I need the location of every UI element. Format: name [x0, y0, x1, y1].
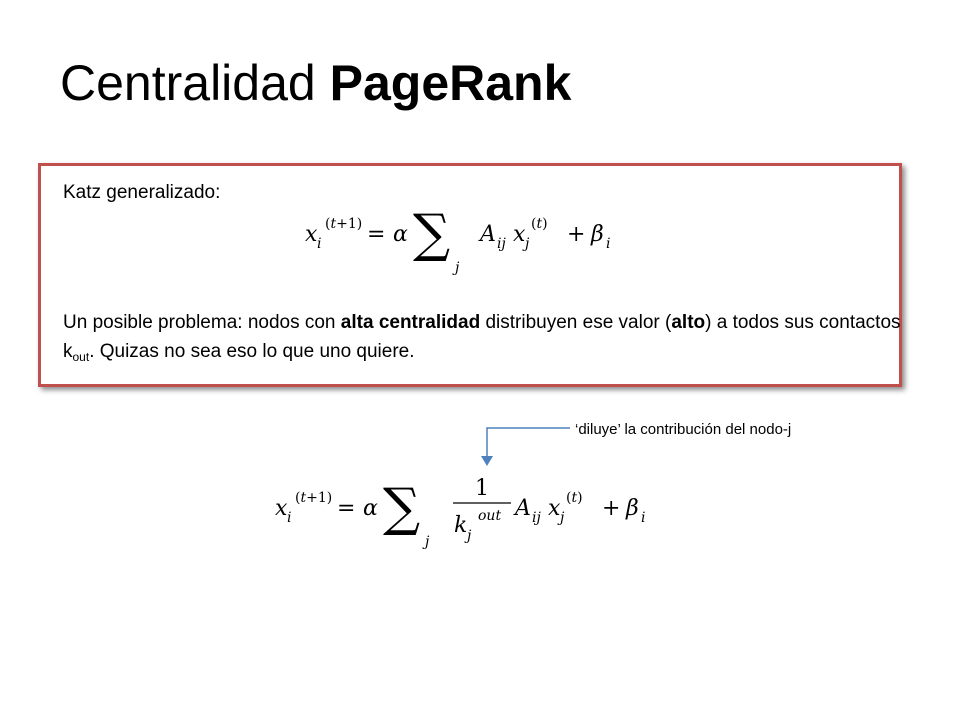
svg-text:A: A [480, 222, 496, 247]
svg-text:+: + [602, 496, 621, 521]
problem-bold-2: alto [671, 312, 706, 333]
svg-text:∑: ∑ [383, 478, 421, 538]
svg-text:j: j [467, 528, 472, 544]
svg-text:x: x [513, 222, 526, 247]
problem-text-3: ) a todos sus contactos k [63, 312, 901, 362]
svg-text:(t+1): (t+1) [295, 490, 333, 506]
svg-text:i: i [606, 236, 611, 252]
svg-text:A: A [515, 496, 531, 521]
svg-text:i: i [317, 236, 322, 252]
svg-text:∑: ∑ [413, 204, 451, 264]
svg-text:j: j [560, 510, 565, 526]
svg-text:ij: ij [497, 236, 506, 252]
svg-text:(t+1): (t+1) [325, 216, 363, 232]
svg-text:=: = [367, 222, 386, 247]
dilution-note: ‘diluye’ la contribución del nodo-j [575, 421, 792, 438]
pagerank-equation [275, 470, 675, 560]
svg-text:=: = [337, 496, 356, 521]
svg-text:x: x [305, 222, 318, 247]
svg-text:out: out [478, 508, 502, 524]
svg-text:i: i [287, 510, 292, 526]
problem-subscript: out [72, 350, 90, 364]
svg-text:β: β [591, 222, 604, 247]
problem-text-4: . Quizas no sea eso lo que uno quiere. [89, 341, 415, 362]
svg-text:k: k [454, 513, 468, 538]
svg-text:1: 1 [475, 476, 489, 501]
svg-text:α: α [363, 496, 378, 521]
svg-text:j: j [425, 534, 430, 550]
svg-text:j: j [455, 260, 460, 276]
problem-bold-1: alta centralidad [340, 312, 481, 333]
svg-text:j: j [525, 236, 530, 252]
svg-text:ij: ij [532, 510, 541, 526]
svg-text:β: β [626, 496, 639, 521]
problem-text-2: distribuyen ese valor ( [480, 312, 672, 333]
svg-text:(t): (t) [531, 216, 548, 232]
svg-text:+: + [567, 222, 586, 247]
title-plain: Centralidad [60, 55, 316, 111]
svg-text:i: i [641, 510, 646, 526]
problem-text-1: Un posible problema: nodos con [63, 312, 341, 333]
svg-text:α: α [393, 222, 408, 247]
svg-text:(t): (t) [566, 490, 583, 506]
title-bold: PageRank [329, 55, 572, 111]
svg-text:x: x [275, 496, 288, 521]
katz-intro-label: Katz generalizado: [63, 182, 221, 203]
svg-text:x: x [548, 496, 561, 521]
